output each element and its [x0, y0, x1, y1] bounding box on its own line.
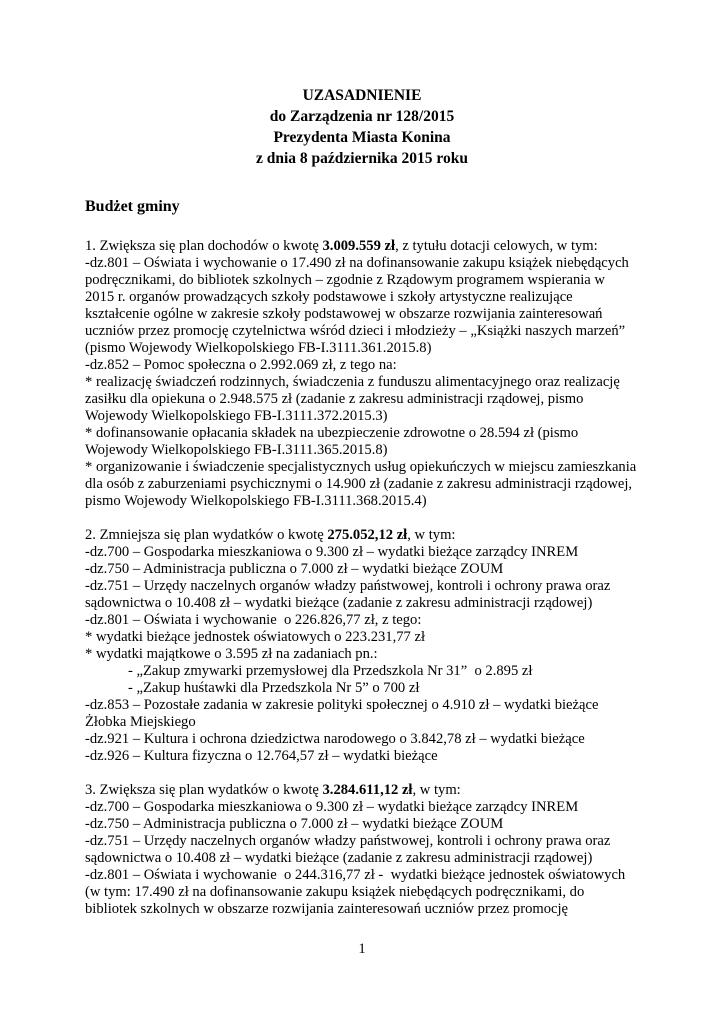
text-segment: bibliotek szkolnych w obszarze rozwijania zainteresowań uczniów przez promocję	[85, 901, 569, 917]
text-line	[85, 663, 724, 680]
text-line	[85, 867, 724, 884]
text-segment: - „Zakup huśtawki dla Przedszkola Nr 5” o 700 zł	[128, 680, 420, 696]
paragraph	[85, 782, 724, 918]
text-segment: sądownictwa o 10.408 zł – wydatki bieżące (zadanie z zakresu administracji rządowej)	[85, 595, 593, 611]
text-line	[85, 799, 724, 816]
title-line: UZASADNIENIE	[302, 87, 422, 104]
text-line	[85, 391, 724, 408]
paragraph	[85, 527, 724, 765]
paragraph	[85, 238, 724, 510]
text-line	[85, 714, 724, 731]
text-segment: - „Zakup zmywarki przemysłowej dla Przedszkola Nr 31” o 2.895 zł	[128, 663, 533, 679]
text-line	[85, 357, 724, 374]
section-heading: Budżet gminy	[85, 198, 180, 215]
text-segment: 3. Zwiększa się plan wydatków o kwotę	[85, 782, 323, 798]
amount-bold: 3.009.559 zł	[322, 238, 396, 254]
text-line	[85, 442, 724, 459]
text-segment: -dz.801 – Oświata i wychowanie o 244.316,77 zł - wydatki bieżące jednostek oświatowych	[85, 867, 626, 883]
text-segment: Wojewody Wielkopolskiego FB-I.3111.372.2015.3)	[85, 408, 388, 424]
text-line	[85, 697, 724, 714]
text-segment: sądownictwa o 10.408 zł – wydatki bieżące (zadanie z zakresu administracji rządowej)	[85, 850, 593, 866]
text-segment: (w tym: 17.490 zł na dofinansowanie zakupu książek niebędących podręcznikami, do	[85, 884, 585, 900]
text-segment: -dz.853 – Pozostałe zadania w zakresie polityki społecznej o 4.910 zł – wydatki bieżące	[85, 697, 599, 713]
text-segment: 2. Zmniejsza się plan wydatków o kwotę	[85, 527, 328, 543]
text-segment: * organizowanie i świadczenie specjalistycznych usług opiekuńczych w miejscu zamieszkania	[85, 459, 637, 475]
text-segment: -dz.926 – Kultura fizyczna o 12.764,57 zł – wydatki bieżące	[85, 748, 438, 764]
text-line	[85, 748, 724, 765]
amount-bold: 275.052,12 zł	[327, 527, 408, 543]
text-line	[85, 850, 724, 867]
text-line	[85, 493, 724, 510]
text-line	[85, 680, 724, 697]
text-segment: -dz.700 – Gospodarka mieszkaniowa o 9.300 zł – wydatki bieżące zarządcy INREM	[85, 799, 579, 815]
title-line: do Zarządzenia nr 128/2015	[269, 108, 455, 125]
title-line: z dnia 8 października 2015 roku	[255, 150, 468, 167]
text-line	[85, 374, 724, 391]
text-line	[85, 527, 724, 544]
text-line	[85, 561, 724, 578]
text-segment: * dofinansowanie opłacania składek na ubezpieczenie zdrowotne o 28.594 zł (pismo	[85, 425, 579, 441]
text-line	[85, 255, 724, 272]
text-segment: -dz.700 – Gospodarka mieszkaniowa o 9.300 zł – wydatki bieżące zarządcy INREM	[85, 544, 579, 560]
text-segment: * wydatki majątkowe o 3.595 zł na zadaniach pn.:	[85, 646, 378, 662]
text-segment: 1. Zwiększa się plan dochodów o kwotę	[85, 238, 323, 254]
text-line	[85, 306, 724, 323]
text-line	[85, 544, 724, 561]
text-line	[85, 731, 724, 748]
text-line	[85, 289, 724, 306]
text-line	[85, 629, 724, 646]
text-segment: dla osób z zaburzeniami psychicznymi o 14.900 zł (zadanie z zakresu administracji rządowej,	[85, 476, 633, 492]
text-segment: -dz.750 – Administracja publiczna o 7.000 zł – wydatki bieżące ZOUM	[85, 561, 504, 577]
text-segment: -dz.751 – Urzędy naczelnych organów władzy państwowej, kontroli i ochrony prawa oraz	[85, 833, 611, 849]
text-segment: (pismo Wojewody Wielkopolskiego FB-I.3111.361.2015.8)	[85, 340, 432, 356]
text-line	[85, 833, 724, 850]
text-segment: Wojewody Wielkopolskiego FB-I.3111.365.2015.8)	[85, 442, 388, 458]
text-segment: podręcznikami, do bibliotek szkolnych – zgodnie z Rządowym programem wspierania w	[85, 272, 605, 288]
text-segment: -dz.751 – Urzędy naczelnych organów władzy państwowej, kontroli i ochrony prawa oraz	[85, 578, 611, 594]
text-line	[85, 238, 724, 255]
text-line	[85, 595, 724, 612]
text-segment: * wydatki bieżące jednostek oświatowych o 223.231,77 zł	[85, 629, 426, 645]
text-segment: uczniów przez promocję czytelnictwa wśród dzieci i młodzieży – „Książki naszych marzeń”	[85, 323, 626, 339]
text-segment: kształcenie ogólne w zakresie szkoły podstawowej w obszarze rozwijania zainteresowań	[85, 306, 603, 322]
text-line	[85, 578, 724, 595]
text-segment: -dz.852 – Pomoc społeczna o 2.992.069 zł, z tego na:	[85, 357, 397, 373]
document-title	[0, 0, 724, 169]
text-segment: , w tym:	[412, 782, 461, 798]
text-line	[85, 425, 724, 442]
text-segment: pismo Wojewody Wielkopolskiego FB-I.3111.368.2015.4)	[85, 493, 427, 509]
text-segment: Żłobka Miejskiego	[85, 714, 196, 730]
text-segment: * realizację świadczeń rodzinnych, świadczenia z funduszu alimentacyjnego oraz realizację	[85, 374, 620, 390]
text-line	[85, 816, 724, 833]
text-segment: , w tym:	[407, 527, 456, 543]
text-line	[85, 901, 724, 918]
text-line	[85, 323, 724, 340]
title-line: Prezydenta Miasta Konina	[273, 129, 451, 146]
text-segment: -dz.921 – Kultura i ochrona dziedzictwa narodowego o 3.842,78 zł – wydatki bieżące	[85, 731, 585, 747]
text-line	[85, 340, 724, 357]
document-body	[85, 238, 724, 918]
text-line	[85, 782, 724, 799]
text-line	[85, 476, 724, 493]
text-segment: , z tytułu dotacji celowych, w tym:	[395, 238, 598, 254]
text-segment: -dz.750 – Administracja publiczna o 7.000 zł – wydatki bieżące ZOUM	[85, 816, 504, 832]
text-segment: zasiłku dla opiekuna o 2.948.575 zł (zadanie z zakresu administracji rządowej, pismo	[85, 391, 584, 407]
text-line	[85, 646, 724, 663]
text-line	[85, 459, 724, 476]
page-number: 1	[358, 941, 366, 957]
text-line	[85, 272, 724, 289]
text-line	[85, 884, 724, 901]
text-segment: -dz.801 – Oświata i wychowanie o 17.490 zł na dofinansowanie zakupu książek niebędących	[85, 255, 629, 271]
text-segment: -dz.801 – Oświata i wychowanie o 226.826,77 zł, z tego:	[85, 612, 422, 628]
text-line	[85, 612, 724, 629]
text-segment: 2015 r. organów prowadzących szkoły podstawowe i szkoły artystyczne realizujące	[85, 289, 573, 305]
text-line	[85, 408, 724, 425]
amount-bold: 3.284.611,12 zł	[322, 782, 413, 798]
